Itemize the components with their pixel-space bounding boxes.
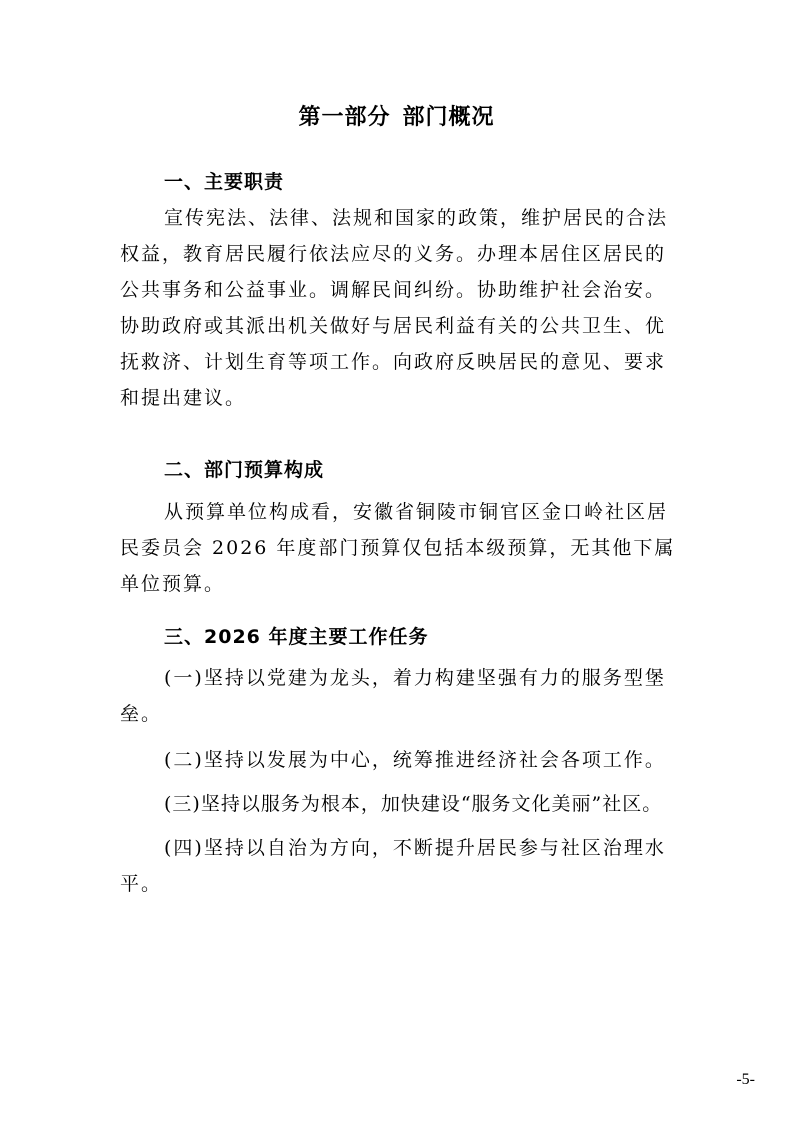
task-item-4 — [120, 830, 676, 902]
task-item-2 — [120, 742, 676, 778]
text-line: 抚救济、计划生育等项工作。向政府反映居民的意见、要求 — [120, 351, 667, 373]
text-line: (四)坚持以自治为方向，不断提升居民参与社区治理水 — [164, 837, 666, 859]
text-line: 公共事务和公益事业。调解民间纠纷。协助维护社会治安。 — [120, 279, 667, 301]
text-line: 权益，教育居民履行依法应尽的义务。办理本居住区居民的 — [120, 243, 667, 265]
section-body-duties — [120, 200, 676, 416]
title-part: 第一部分 — [298, 105, 391, 130]
section-body-budget — [120, 494, 676, 602]
section-heading-duties: 一、主要职责 — [164, 171, 285, 193]
section-heading-budget: 二、部门预算构成 — [164, 459, 325, 481]
text-line: (二)坚持以发展为中心，统筹推进经济社会各项工作。 — [164, 749, 666, 771]
page-number: -5- — [736, 1071, 755, 1088]
section-heading-tasks: 三、2026 年度主要工作任务 — [164, 626, 429, 648]
text-line: 和提出建议。 — [120, 387, 247, 409]
text-line: 协助政府或其派出机关做好与居民利益有关的公共卫生、优 — [120, 315, 667, 337]
text-line: (一)坚持以党建为龙头，着力构建坚强有力的服务型堡 — [164, 667, 666, 689]
page-title — [0, 102, 793, 134]
text-line: 宣传宪法、法律、法规和国家的政策，维护居民的合法 — [164, 207, 669, 229]
text-line: 从预算单位构成看，安徽省铜陵市铜官区金口岭社区居 — [164, 501, 669, 523]
text-line: 平。 — [120, 873, 163, 895]
text-line: 民委员会 2026 年度部门预算仅包括本级预算，无其他下属 — [120, 537, 676, 559]
task-item-1 — [120, 660, 676, 732]
title-name: 部门概况 — [402, 105, 495, 130]
text-line: 单位预算。 — [120, 573, 226, 595]
text-line: 垒。 — [120, 703, 163, 725]
text-line: (三)坚持以服务为根本，加快建设“服务文化美丽”社区。 — [164, 793, 663, 815]
task-item-3 — [120, 786, 676, 822]
